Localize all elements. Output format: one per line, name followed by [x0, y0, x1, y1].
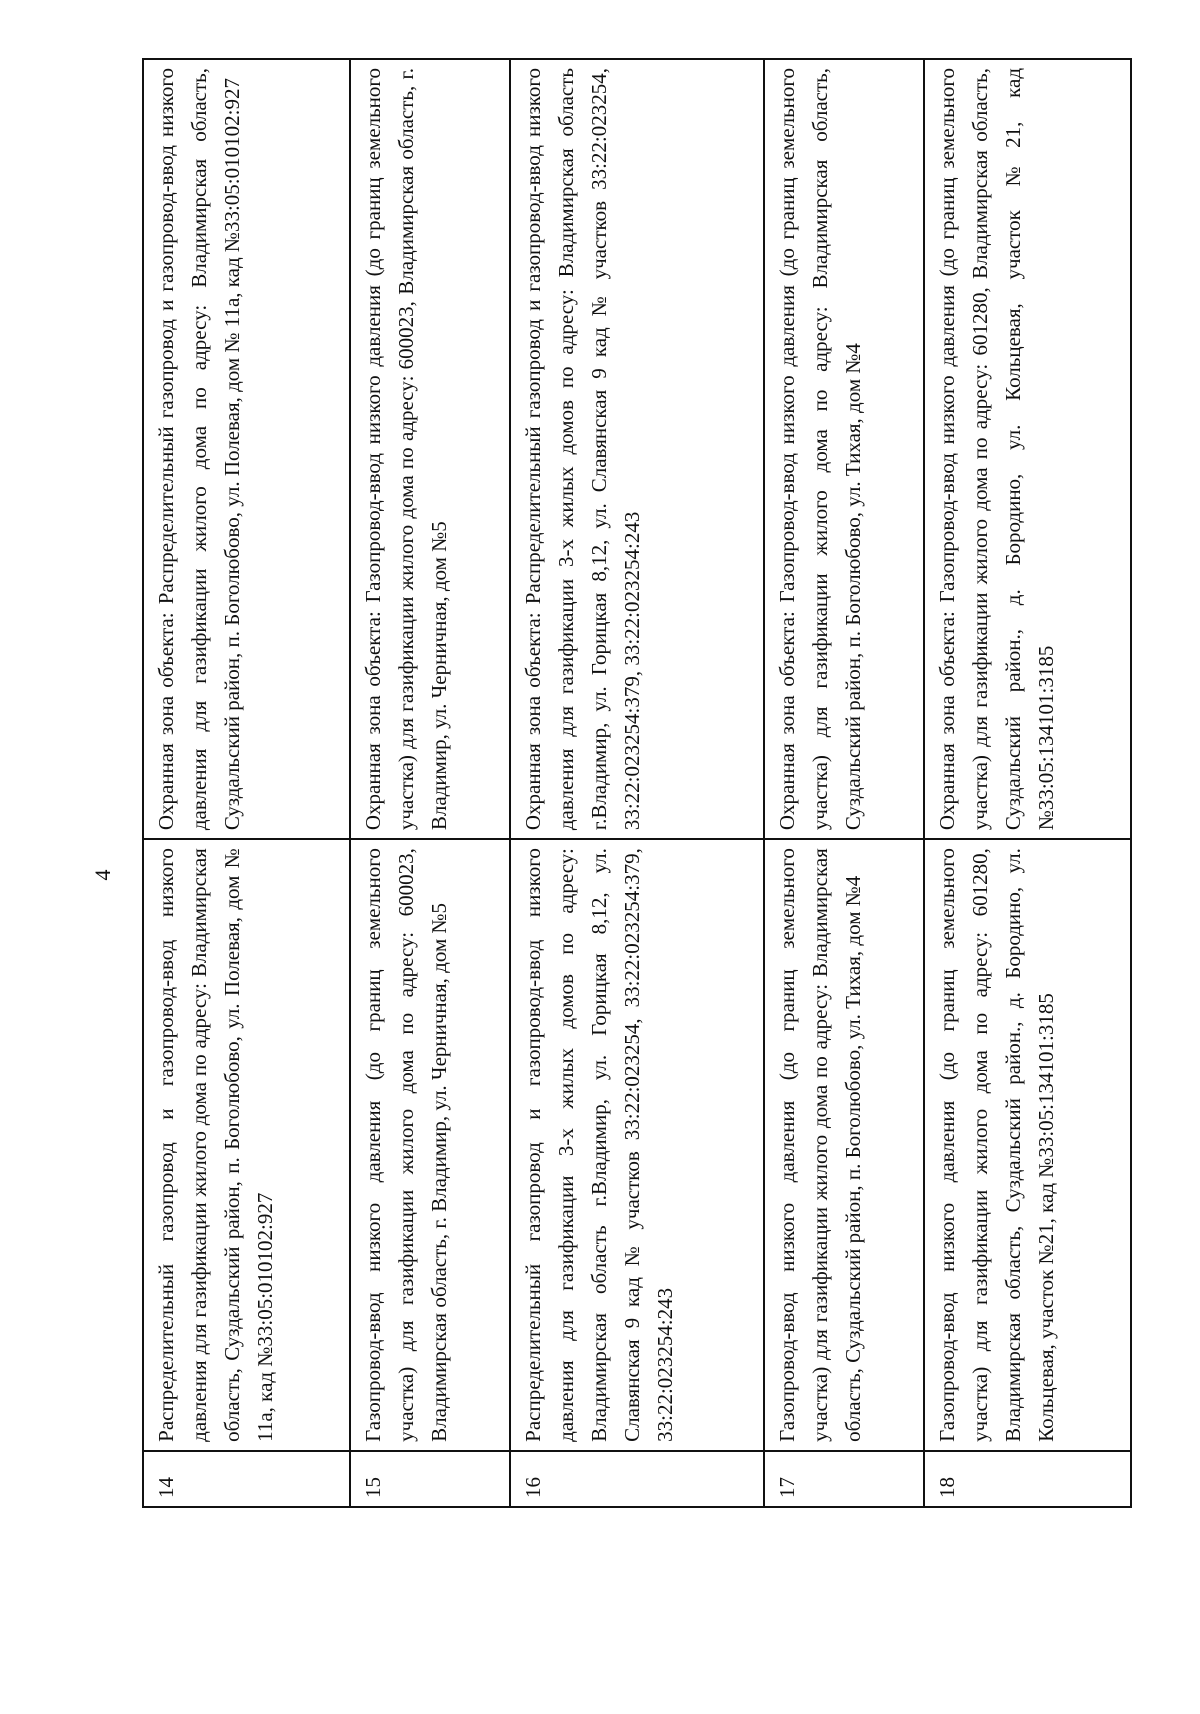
- protection-zone-description: Охранная зона объекта: Распределительный газопровод и газопровод-ввод низкого давления для газификации 3-х жилых домов по адресу: Владимирская область г.Владимир, ул. Горицкая 8,12, ул. Славянская 9 кад № участков 33:22:023254, 33:22:023254:379, 33:22:023254:243: [510, 59, 764, 839]
- object-description: Распределительный газопровод и газопровод-ввод низкого давления для газификации 3-х жилых домов по адресу: Владимирская область г.Владимир, ул. Горицкая 8,12, ул. Славянская 9 кад № участков 33:22:023254, 33:22:023254:379, 33:22:023254:243: [510, 839, 764, 1451]
- row-number: 14: [143, 1451, 350, 1507]
- table-row: [924, 59, 1131, 1507]
- table-row: [143, 59, 350, 1507]
- table-row: [350, 59, 510, 1507]
- row-number: 15: [350, 1451, 510, 1507]
- object-description: Газопровод-ввод низкого давления (до границ земельного участка) для газификации жилого дома по адресу: Владимирская область, Суздальский район, п. Боголюбово, ул. Тихая, дом №4: [764, 839, 924, 1451]
- object-description: Газопровод-ввод низкого давления (до границ земельного участка) для газификации жилого дома по адресу: 600023, Владимирская область, г. Владимир, ул. Черничная, дом №5: [350, 839, 510, 1451]
- protection-zone-description: Охранная зона объекта: Распределительный газопровод и газопровод-ввод низкого давления для газификации жилого дома по адресу: Владимирская область, Суздальский район, п. Боголюбово, ул. Полевая, дом № 11а, кад №33:05:010102:927: [143, 59, 350, 839]
- table-row: [510, 59, 764, 1507]
- protection-zone-description: Охранная зона объекта: Газопровод-ввод низкого давления (до границ земельного участка) для газификации жилого дома по адресу: 600023, Владимирская область, г. Владимир, ул. Черничная, дом №5: [350, 59, 510, 839]
- row-number: 16: [510, 1451, 764, 1507]
- table-row: [764, 59, 924, 1507]
- protection-zone-description: Охранная зона объекта: Газопровод-ввод низкого давления (до границ земельного участка) для газификации жилого дома по адресу: 601280, Владимирская область, Суздальский район., д. Бородино, ул. Кольцевая, участок №21, кад №33:05:134101:3185: [924, 59, 1131, 839]
- object-description: Газопровод-ввод низкого давления (до границ земельного участка) для газификации жилого дома по адресу: 601280, Владимирская область, Суздальский район., д. Бородино, ул. Кольцевая, участок №21, кад №33:05:134101:3185: [924, 839, 1131, 1451]
- zones-table: [142, 58, 1132, 1508]
- row-number: 17: [764, 1451, 924, 1507]
- object-description: Распределительный газопровод и газопровод-ввод низкого давления для газификации жилого дома по адресу: Владимирская область, Суздальский район, п. Боголюбово, ул. Полевая, дом № 11а, кад №33:05:010102:927: [143, 839, 350, 1451]
- protection-zone-description: Охранная зона объекта: Газопровод-ввод низкого давления (до границ земельного участка) для газификации жилого дома по адресу: Владимирская область, Суздальский район, п. Боголюбово, ул. Тихая, дом №4: [764, 59, 924, 839]
- rotated-table-container: [142, 58, 1142, 1508]
- page-number: 4: [90, 869, 115, 881]
- row-number: 18: [924, 1451, 1131, 1507]
